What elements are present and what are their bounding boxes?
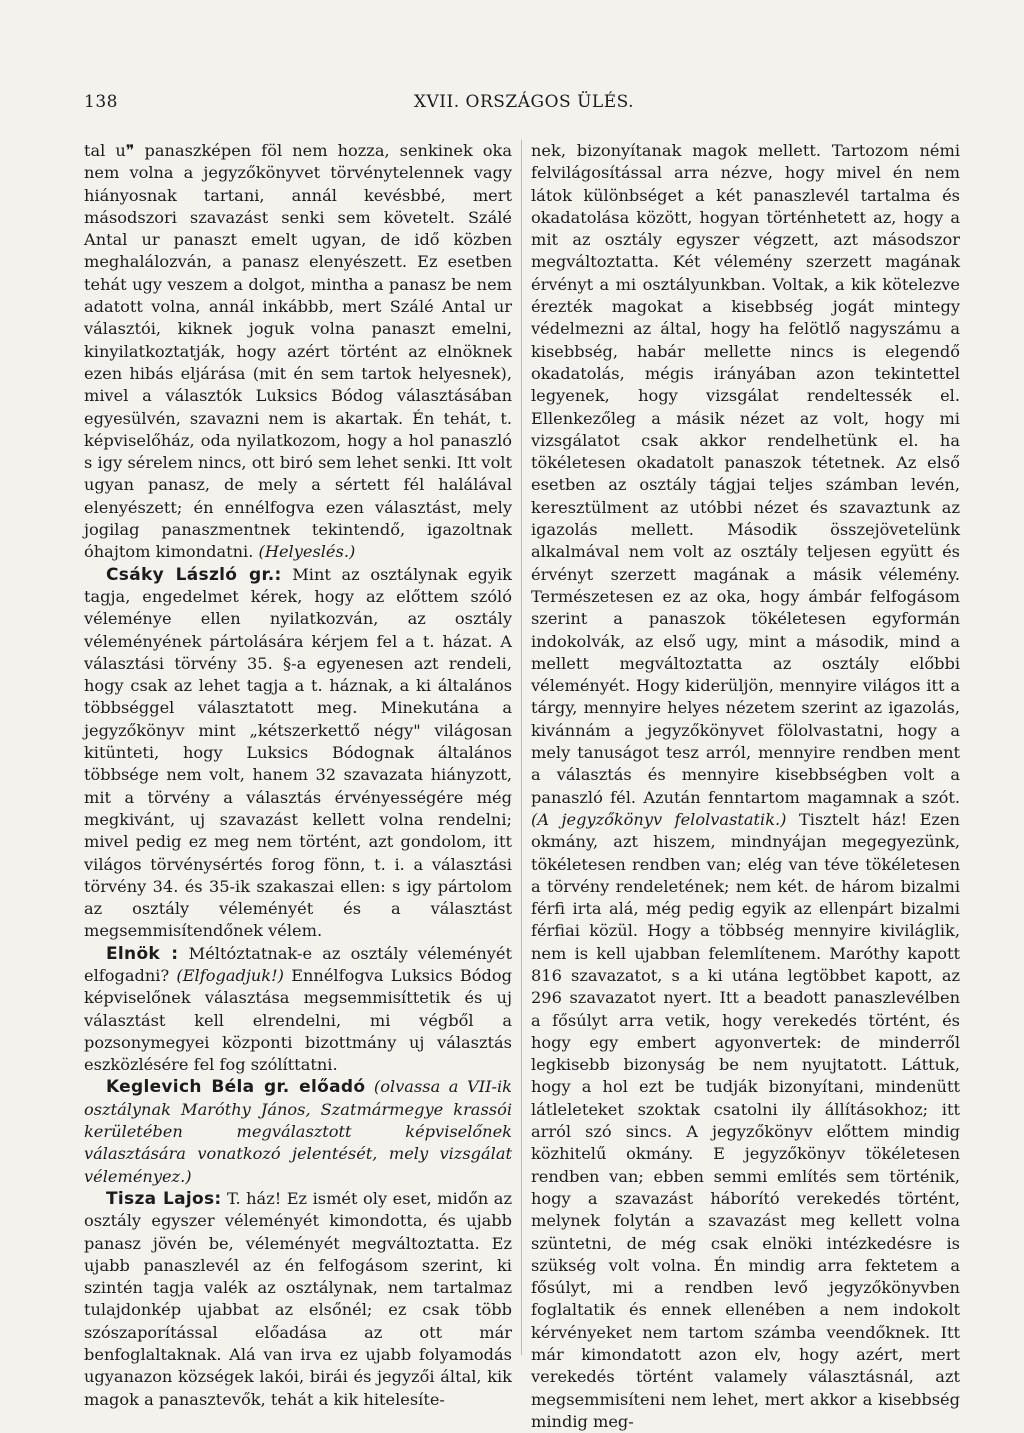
- page-header: [84, 92, 964, 118]
- left-paragraph-1: [84, 140, 512, 564]
- speaker-elnok: Elnök :: [106, 943, 179, 964]
- left-p2-text: Mint az osztálynak egyik tagja, engedelmet kérek, hogy az előttem szóló véleménye ellen nyilatkozván, az osztály véleményének pártolására kérjem fel a t. házat. A választási törvény 35. §-a egyenesen azt rendeli, hogy csak az lehet tagja a t. háznak, a ki általános többséggel választatott meg. Minekutána a jegyzőkönyv mint „kétszerkettő négy" világosan kitünteti, hogy Luksics Bódognak általános többsége nem volt, hanem 32 szavazata hiányzott, mit a törvény a választás érvényességére még megkivánt, uj szavazást kellett volna rendelni; mivel pedig ez meg nem történt, azt gondolom, itt világos törvénysértés forog fönn, t. i. a választási törvény 34. és 35-ik szakaszai ellen: s igy pártolom az osztály véleményét és a választást megsemmisítendőnek vélem.: [84, 564, 512, 941]
- right-p2-text: Tisztelt ház! Ezen okmány, azt hiszem, mindnyájan megegyezünk, tökéletesen rendben van; elég van téve tökéletesen a törvény rendeletének; nem két. de három bizalmi férfi irta alá, még pedig egyik az ellenpárt bizalmi férfiai közül. Hogy a többség mennyire kiviláglik, nem is kell ujabban felemlítenem. Maróthy kapott 816 szavazatot, s a ki utána legtöbbet kapott, az 296 szavazatot nyert. Itt a beadott panaszlevélben a fősúlyt arra vetik, hogy verekedés történt, és hogy egy embert agyonvertek: de minderről legkisebb bizonyság be nem nyujtatott. Láttuk, hogy a hol ezt be tudják bizonyítani, mindenütt látleleteket szoktak csatolni ily állításokhoz; itt arról szó sincs. A jegyzőkönyv előttem mindig közhitelű okmány. E jegyzőkönyv tökéletesen rendben van; ebben semmi említés sem történik, hogy a szavazást háborító verekedés történt, melynek folytán a szavazást meg kellett volna szüntetni, de még csak elnöki intézkedésre is szükség volt volna. Én mindig arra fektetem a fősúlyt, mi a rendben levő jegyzőkönyvben foglaltatik és ennek ellenében a nem indokolt kérvényeket nem tartom számba veendőknek. Itt már kimondatott azon elv, hogy azért, mert verekedés történt valamely választásnál, azt megsemmisíteni nem lehet, mert akkor a kisebbség mindig meg-: [531, 809, 960, 1431]
- left-p3a-text: Méltóztatnak-e az osztály véleményét elfogadni?: [84, 943, 512, 985]
- speaker-tisza: Tisza Lajos:: [106, 1188, 222, 1209]
- left-paragraph-5: [84, 1188, 512, 1411]
- speaker-csaky: Csáky László gr.:: [106, 564, 282, 585]
- running-head: XVII. ORSZÁGOS ÜLÉS.: [413, 92, 635, 112]
- left-p1-reaction: (Helyeslés.): [258, 542, 356, 562]
- left-paragraph-4: [84, 1076, 512, 1187]
- left-column: [84, 140, 512, 1411]
- page-number: 138: [84, 92, 118, 112]
- left-p5-text: T. ház! Ez ismét oly eset, midőn az osztály egyszer véleményét kimondotta, és ujabb panasz jövén be, véleményét megváltoztatta. Ez ujabb panaszlevél az én felfogásom szerint, ki szintén tagja valék az osztálynak, nem tartalmaz tulajdonkép ujabbat az elsőnél; ez csak több szószaporítással előadása az ott már benfoglaltaknak. Alá van irva ez ujabb folyamodás ugyanazon községek lakói, birái és jegyzői által, kik magok a panasztevők, tehát a kik hitelesíte-: [84, 1188, 512, 1409]
- left-p4-italic: (olvassa a VII-ik osztálynak Maróthy János, Szatmármegye krassói kerületében megválasztott képviselőnek választására vonatkozó jelentését, mely vizsgálat véleményez.): [84, 1077, 512, 1186]
- left-p3b-text: Ennélfogva Luksics Bódog képviselőnek választása megsemmisíttetik és uj választást kell elrendelni, mi végből a pozsonymegyei központi bizottmány uj választás eszközlésére fel fog szólíttatni.: [84, 965, 512, 1075]
- right-paragraph-1: [531, 140, 960, 1433]
- left-paragraph-2: [84, 564, 512, 943]
- speaker-keglevich: Keglevich Béla gr. előadó: [106, 1077, 366, 1098]
- right-column: [531, 140, 960, 1433]
- right-p1-reaction: (A jegyzőkönyv felolvastatik.): [531, 809, 787, 829]
- right-p1-text: nek, bizonyítanak magok mellett. Tartozom némi felvilágosítással arra nézve, hogy mivel én nem látok különbséget a két panaszlevél tartalma és okadatolása között, hogyan történhetett az, hogy a mit az osztály egyszer végzett, azt másodszor megváltoztatta. Két vélemény szerzett magának érvényt a mi osztályunkban. Voltak, a kik kötelezve érezték magokat a kisebbség jogát mintegy védelmezni az által, hogy ha felötlő nagyszámu a kisebbség, habár mellette nincs is elegendő okadatolás, mégis irányában azon tekintettel legyenek, hogy vizsgálat rendeltessék el. Ellenkezőleg a másik nézet az volt, hogy mi vizsgálatot csak akkor rendelhetünk el. ha tökéletesen okadatolt panaszok tétetnek. Az első esetben az osztály tágjai teljes számban levén, keresztülment az utóbbi nézet és szavaztunk az igazolás mellett. Második összejövetelünk alkalmával nem volt az osztály teljesen együtt és érvényt szerzett magának a másik vélemény. Természetesen ez az oka, hogy ámbár felfogásom szerint a panaszok tökéletesen egyformán indokolvák, az első ugy, mint a második, mind a mellett megváltoztatta az osztály előbbi véleményét. Hogy kiderüljön, mennyire világos itt a tárgy, mennyire helyes nézetem szerint az igazolás, kivánnám a jegyzőkönyvet fölolvastatni, hogy a mely tanuságot tesz arról, mennyire rendben ment a választás és mennyire kisebbségben volt a panaszló fél. Azután fenntartom magamnak a szót.: [531, 141, 960, 807]
- left-paragraph-3: [84, 943, 512, 1077]
- column-divider: [521, 140, 522, 1355]
- left-p3-reaction: (Elfogadjuk!): [176, 965, 284, 985]
- left-p1-text: tal u❞ panaszképen föl nem hozza, senkinek oka nem volna a jegyzőkönyvet törvénytelennek vagy hiányosnak tartani, annál kevésbbé, mert másodszori szavazást senki sem követelt. Szálé Antal ur panaszt emelt ugyan, de idő közben meghalálozván, a panasz elenyészett. Ez esetben tehát ugy veszem a dolgot, mintha a panasz be nem adatott volna, annál inkábbb, mert Szálé Antal ur választói, kiknek joguk volna panaszt emelni, kinyilatkoztatják, hogy azért történt az elnöknek ezen hibás eljárása (mit én sem tartok helyesnek), mivel a választók Luksics Bódog választásában egyesülvén, szavazni nem is akartak. Én tehát, t. képviselőház, oda nyilatkozom, hogy a hol panaszló s igy sérelem nincs, ott biró sem lehet senki. Itt volt ugyan panasz, de mely a sértett fél halálával elenyészett; én ennélfogva ezen választást, mely jogilag panaszmentnek tekintendő, igazoltnak óhajtom kimondatni.: [84, 141, 512, 562]
